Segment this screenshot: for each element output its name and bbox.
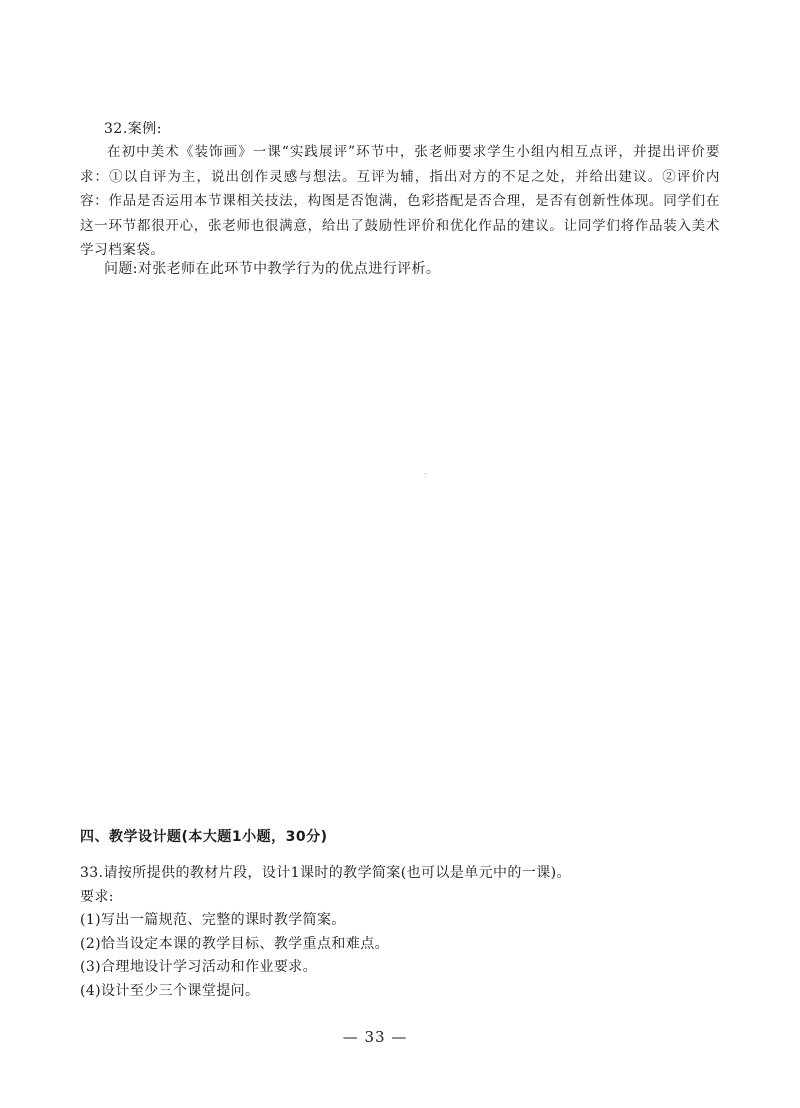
question-33-prompt: 33.请按所提供的教材片段，设计1课时的教学简案(也可以是单元中的一课)。	[80, 865, 571, 881]
section-heading: 四、教学设计题(本大题1小题，30分)	[80, 829, 328, 845]
question-33-block	[80, 862, 720, 1003]
requirements-label: 要求:	[80, 888, 114, 905]
question-32-title: 32.案例:	[104, 121, 162, 137]
requirement-item: (2)恰当设定本课的教学目标、教学重点和难点。	[80, 935, 390, 952]
page-number: — 33 —	[342, 1028, 408, 1046]
case-description: 在初中美术《装饰画》一课“实践展评”环节中，张老师要求学生小组内相互点评，并提出评价要求：①以自评为主，说出创作灵感与想法。互评为辅，指出对方的不足之处，并给出建议。②评价内容：作品是否运用本节课相关技法，构图是否饱满，色彩搭配是否合理，是否有创新性体现。同学们在这一环节都很开心，张老师也很满意，给出了鼓励性评价和优化作品的建议。让同学们将作品装入美术学习档案袋。	[80, 144, 720, 258]
requirement-item: (1)写出一篇规范、完整的课时教学简案。	[80, 912, 346, 928]
question-32-prompt: 问题:对张老师在此环节中教学行为的优点进行评析。	[104, 261, 441, 277]
requirement-item: (4)设计至少三个课堂提问。	[80, 982, 260, 999]
scan-speck	[425, 473, 426, 474]
requirement-item: (3)合理地设计学习活动和作业要求。	[80, 959, 318, 975]
